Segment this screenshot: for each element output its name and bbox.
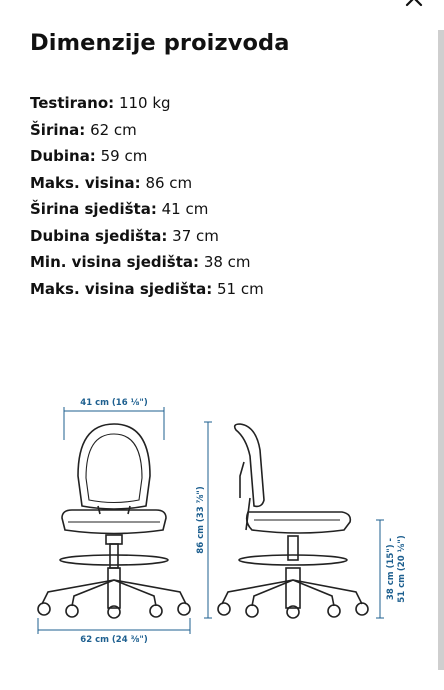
seat-height-min-label: 38 cm (15") - (386, 537, 396, 601)
overall-height-label: 86 cm (33 ⅞") (196, 486, 206, 554)
spec-max-height: Maks. visina: 86 cm (30, 173, 193, 192)
chair-side-view (218, 424, 368, 618)
spec-seat-width: Širina sjedišta: 41 cm (30, 200, 209, 218)
spec-seat-depth: Dubina sjedišta: 37 cm (30, 226, 219, 245)
spec-list (30, 90, 264, 302)
spec-min-seat-height: Min. visina sjedišta: 38 cm (30, 253, 251, 271)
overall-width-label: 62 cm (24 ⅜") (80, 635, 148, 645)
close-icon (402, 0, 426, 10)
seat-height-max-label: 51 cm (20 ⅛") (397, 535, 407, 603)
page-title: Dimenzije proizvoda (30, 30, 290, 56)
dimension-diagram (0, 380, 444, 680)
spec-depth: Dubina: 59 cm (30, 147, 148, 165)
chair-drawing (0, 380, 444, 680)
spec-width: Širina: 62 cm (30, 120, 137, 139)
spec-max-seat-height: Maks. visina sjedišta: 51 cm (30, 279, 264, 298)
spec-tested-load: Testirano: 110 kg (30, 94, 171, 112)
close-button[interactable] (402, 0, 426, 10)
chair-front-view (38, 424, 190, 618)
seat-width-label: 41 cm (16 ⅛") (80, 398, 148, 408)
